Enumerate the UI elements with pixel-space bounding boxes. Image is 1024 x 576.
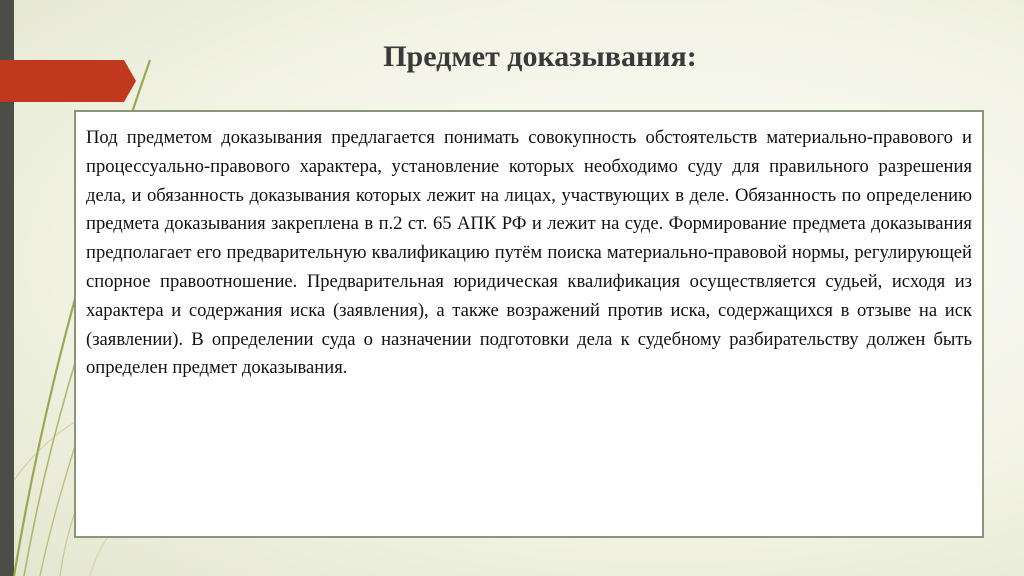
content-box [74,110,984,538]
content-paragraph: Под предметом доказывания предлагается понимать совокупность обстоятельств материально-правового и процессуально-правового характера, установление которых необходимо суду для правильного разрешения дела, и обязанность доказывания которых лежит на лицах, участвующих в деле. Обязанность по определению предмета доказывания закреплена в п.2 ст. 65 АПК РФ и лежит на суде. Формирование предмета доказывания предполагает его предварительную квалификацию путём поиска материально-правовой нормы, регулирующей спорное правоотношение. Предварительная юридическая квалификация осуществляется судьей, исходя из характера и содержания иска (заявления), а также возражений против иска, содержащихся в отзыве на иск (заявлении). В определении суда о назначении подготовки дела к судебному разбирательству должен быть определен предмет доказывания. [86,127,972,379]
slide-title: Предмет доказывания: [383,40,697,73]
title-accent-tab [0,60,136,102]
